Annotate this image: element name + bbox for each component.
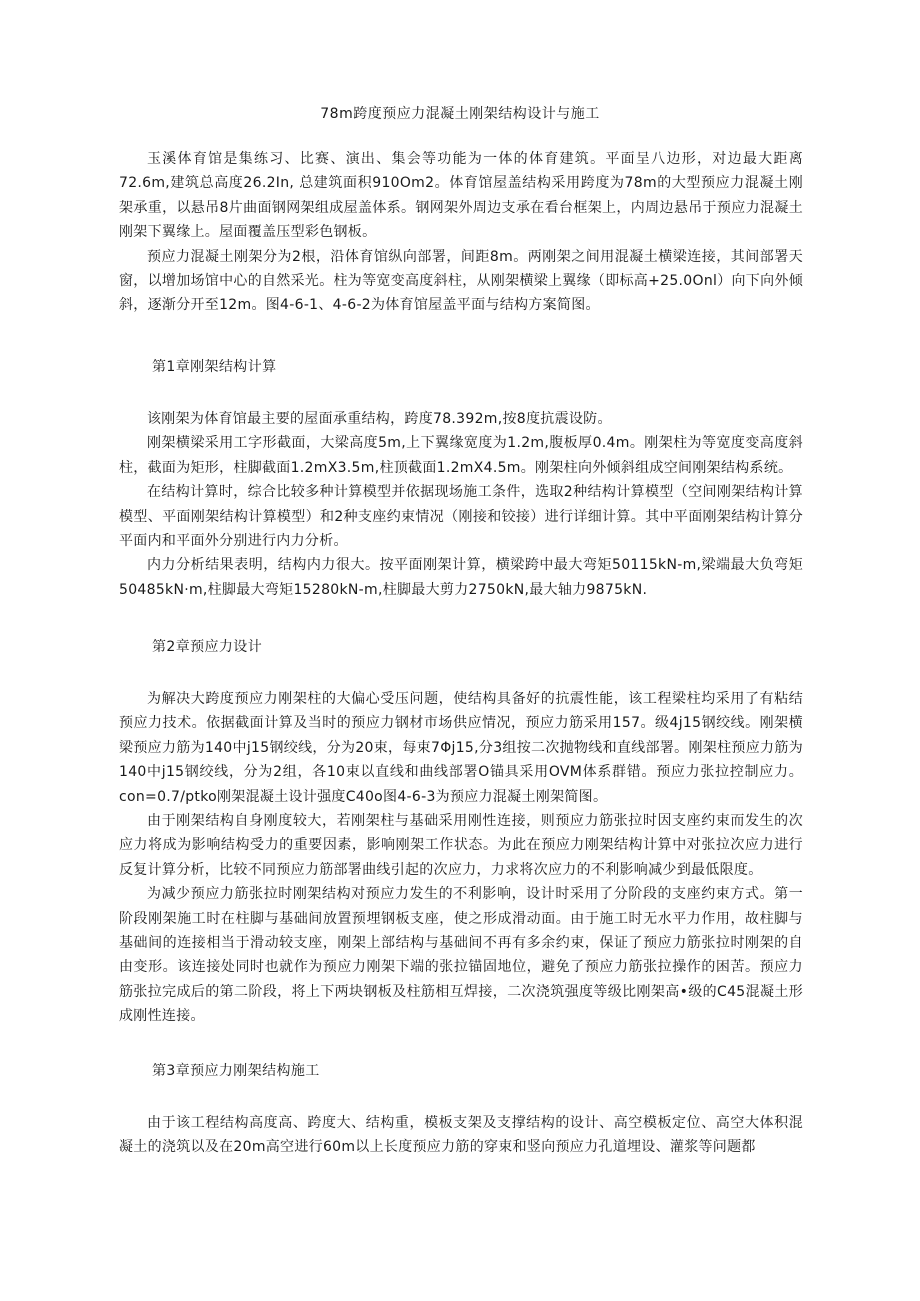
chapter-1-heading: 第1章刚架结构计算 [152,359,277,375]
intro-paragraph-1: 玉溪体育馆是集练习、比赛、演出、集会等功能为一体的体育建筑。平面呈八边形，对边最大距离72.6m,建筑总高度26.2In, 总建筑面积910Om2。体育馆屋盖结构采用跨度为78m的大型预应力混凝土刚架承重，以悬吊8片曲面钢网架组成屋盖体系。钢网架外周边支承在看台框架上，内周边悬吊于预应力混凝土刚架下翼缘上。屋面覆盖压型彩色钢板。 [119,151,803,241]
chapter-2-paragraph-2: 由于刚架结构自身刚度较大，若刚架柱与基础采用刚性连接，则预应力筋张拉时因支座约束而发生的次应力将成为影响结构受力的重要因素，影响刚架工作状态。为此在预应力刚架结构计算中对张拉次应力进行反复计算分析，比较不同预应力筋部署曲线引起的次应力，力求将次应力的不利影响减少到最低限度。 [119,813,803,878]
document-title: 78m跨度预应力混凝土刚架结构设计与施工 [320,106,600,122]
chapter-2-paragraph-3: 为减少预应力筋张拉时刚架结构对预应力发生的不利影响，设计时采用了分阶段的支座约束方式。第一阶段刚架施工时在柱脚与基础间放置预埋钢板支座，使之形成滑动面。由于施工时无水平力作用，故柱脚与基础间的连接相当于滑动较支座，刚架上部结构与基础间不再有多余约束，保证了预应力筋张拉时刚架的自由变形。该连接处同时也就作为预应力刚架下端的张拉锚固地位，避免了预应力筋张拉操作的困苦。预应力筋张拉完成后的第二阶段，将上下两块钢板及柱筋相互焊接，二次浇筑强度等级比刚架高•级的C45混凝土形成刚性连接。 [119,886,803,1025]
chapter-3-paragraph-1: 由于该工程结构高度高、跨度大、结构重，模板支架及支撑结构的设计、高空模板定位、高空大体积混凝土的浇筑以及在20m高空进行60m以上长度预应力筋的穿束和竖向预应力孔道埋设、灌浆等问题都 [119,1115,803,1156]
chapter-2-paragraph-1: 为解决大跨度预应力刚架柱的大偏心受压问题，使结构具备好的抗震性能，该工程梁柱均采用了有粘结预应力技术。依据截面计算及当时的预应力钢材市场供应情况，预应力筋采用157。级4j15钢绞线。刚架横梁预应力筋为140中j15钢绞线，分为20束，每束7Φj15,分3组按二次抛物线和直线部署。刚架柱预应力筋为140中j15钢绞线，分为2组，各10束以直线和曲线部署O锚具采用OVM体系群错。预应力张拉控制应力。con=0.7/ptko刚架混凝土设计强度C40o图4-6-3为预应力混凝土刚架简图。 [119,691,803,805]
chapter-2-heading: 第2章预应力设计 [152,639,263,655]
intro-paragraph-2: 预应力混凝土刚架分为2根，沿体育馆纵向部署，间距8m。两刚架之间用混凝土横梁连接，其间部署天窗，以增加场馆中心的自然采光。柱为等宽变高度斜柱，从刚架横梁上翼缘（即标高+25.0Onl）向下向外倾斜，逐渐分开至12m。图4-6-1、4-6-2为体育馆屋盖平面与结构方案简图。 [119,248,803,314]
chapter-1-paragraph-1: 该刚架为体育馆最主要的屋面承重结构，跨度78.392m,按8度抗震设防。 [147,411,612,427]
intro-section [119,147,803,318]
chapter-3-body [119,1111,803,1160]
chapter-3-heading: 第3章预应力刚架结构施工 [152,1063,320,1079]
chapter-1-paragraph-4: 内力分析结果表明，结构内力很大。按平面刚架计算，横梁跨中最大弯矩50115kN-m,梁端最大负弯矩50485kN·m,柱脚最大弯矩15280kN-m,柱脚最大剪力2750kN,最大轴力9875kN. [119,557,803,598]
chapter-1-paragraph-2: 刚架横梁采用工字形截面，大梁高度5m,上下翼缘宽度为1.2m,腹板厚0.4m。刚架柱为等宽度变高度斜柱，截面为矩形，柱脚截面1.2mX3.5m,柱顶截面1.2mX4.5m。刚架柱向外倾斜组成空间刚架结构系统。 [119,435,803,476]
chapter-1-body [119,407,803,602]
chapter-1-paragraph-3: 在结构计算时，综合比较多种计算模型并依据现场施工条件，选取2种结构计算模型（空间刚架结构计算模型、平面刚架结构计算模型）和2种支座约束情况（刚接和铰接）进行详细计算。其中平面刚架结构计算分平面内和平面外分别进行内力分析。 [119,484,803,550]
chapter-2-body [119,687,803,1029]
